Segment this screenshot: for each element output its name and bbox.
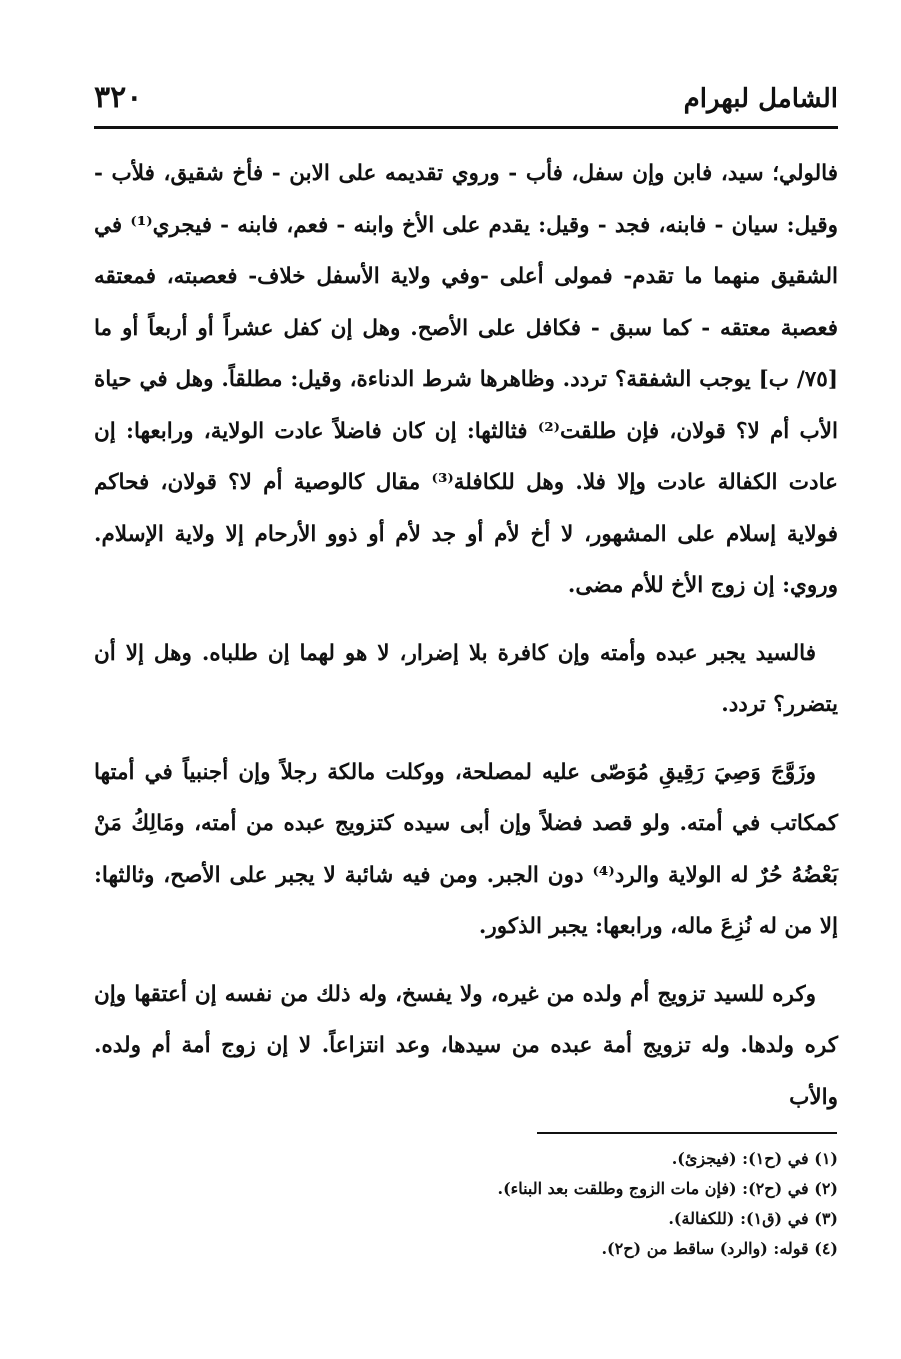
footnote: (٢) في (ح٢): (فإن مات الزوج وطلقت بعد البناء).: [497, 1179, 838, 1198]
paragraph: وكره للسيد تزويج أم ولده من غيره، ولا يفسخ، وله ذلك من نفسه إن أعتقها وإن كره ولدها. وله تزويج أمة عبده من سيدها، وعد انتزاعاً. لا إن زوج أمة أم ولده. والأب: [94, 981, 838, 1110]
footnotes: [94, 1144, 838, 1264]
footnote: (٤) قوله: (والرد) ساقط من (ح٢).: [601, 1239, 838, 1258]
paragraph: فالسيد يجبر عبده وأمته وإن كافرة بلا إضرار، لا هو لهما إن طلباه. وهل إلا أن يتضرر؟ تردد.: [94, 640, 838, 717]
main-text: [94, 148, 838, 1139]
paragraph: وزَوَّجَ وَصِيَ رَقِيقِ مُوَصّى عليه لمصلحة، ووكلت مالكة رجلاً وإن أجنبياً في أمتها كمكاتب في أمته. ولو قصد فضلاً وإن أبى سيده كتزويج عبده من أمته، ومَالِكُ مَنْ بَعْضُهُ حُرٌ له الولاية والرد⁽⁴⁾ دون الجبر. ومن فيه شائبة لا يجبر على الأصح، وثالثها: إلا من له نُزِعَ ماله، ورابعها: يجبر الذكور.: [94, 759, 838, 939]
page-header: [94, 78, 838, 129]
book-title: الشامل لبهرام: [683, 84, 838, 114]
paragraph: فالولي؛ سيد، فابن وإن سفل، فأب - وروي تقديمه على الابن - فأخ شقيق، فلأب - وقيل: سيان - فابنه، فجد - وقيل: يقدم على الأخ وابنه - فعم، فابنه - فيجري⁽¹⁾ في الشقيق منهما ما تقدم- فمولى أعلى -وفي ولاية الأسفل خلاف- فعصبته، فمعتقه فعصبة معتقه - كما سبق - فكافل على الأصح. وهل إن كفل عشراً أو أربعاً أو ما [٧٥/ ب] يوجب الشفقة؟ تردد. وظاهرها شرط الدناءة، وقيل: مطلقاً. وهل في حياة الأب أم لا؟ قولان، فإن طلقت⁽²⁾ فثالثها: إن كان فاضلاً عادت الولاية، ورابعها: إن عادت الكفالة عادت وإلا فلا. وهل للكافلة⁽³⁾ مقال كالوصية أم لا؟ قولان، فحاكم فولاية إسلام على المشهور، لا أخ لأم أو جد لأم أو ذوو الأرحام إلا ولاية الإسلام. وروي: إن زوج الأخ للأم مضى.: [94, 161, 838, 598]
page-number: ٣٢٠: [94, 80, 143, 115]
footnote-divider: [537, 1132, 837, 1134]
footnote: (١) في (ح١): (فيجزئ).: [671, 1149, 838, 1168]
footnote: (٣) في (ق١): (للكفالة).: [668, 1209, 838, 1228]
